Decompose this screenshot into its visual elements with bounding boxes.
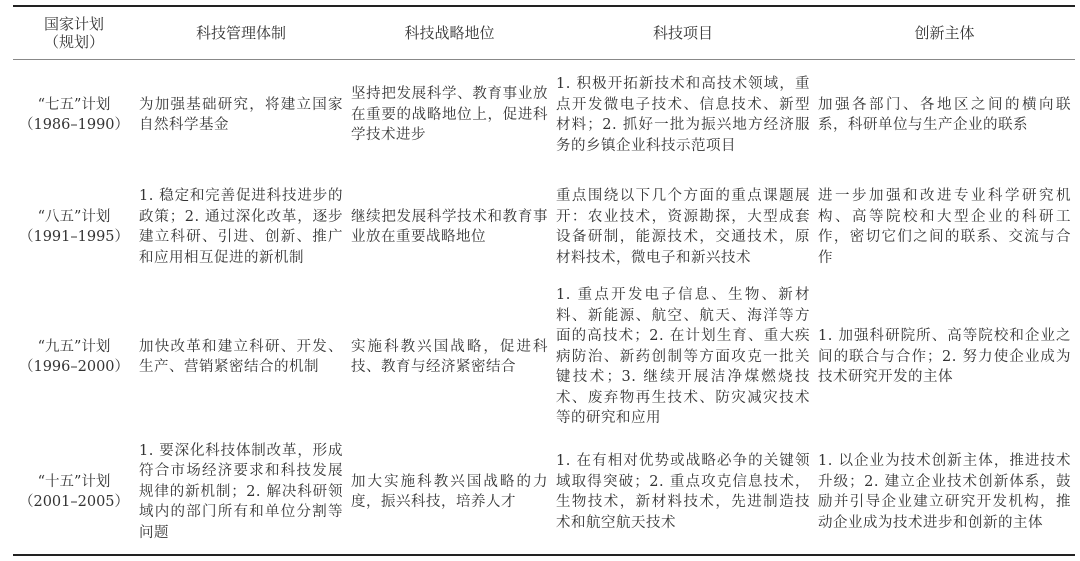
plan-name: “八五”计划 (37, 208, 111, 225)
plan-years: （1991–1995） (18, 229, 130, 245)
header-row (13, 6, 1075, 60)
management-cell: 为加强基础研究，将建立国家自然科学基金 (139, 96, 343, 133)
projects-cell: 重点围绕以下几个方面的重点课题展开：农业技术，资源勘探，大型成套设备研制，能源技术，交通技术，原材料技术，微电子和新兴技术 (556, 188, 810, 266)
projects-cell: 1. 在有相对优势或战略必争的关键领域取得突破；2. 重点攻克信息技术，生物技术，新材料技术，先进制造技术和航空航天技术 (556, 453, 810, 531)
innovation-cell: 进一步加强和改进专业科学研究机构、高等院校和大型企业的科研工作，密切它们之间的联系、交流与合作 (818, 188, 1071, 266)
header-tech-projects: 科技项目 (652, 24, 713, 42)
strategy-cell: 坚持把发展科学、教育事业放在重要的战略地位上，促进科学技术进步 (351, 86, 548, 144)
header-national-plan-line1: 国家计划 (43, 15, 104, 33)
plan-cell (13, 284, 135, 430)
table-row (13, 430, 1075, 555)
header-national-plan (13, 6, 135, 60)
table-header (13, 6, 1075, 60)
policy-comparison-table-wrapper (13, 5, 1075, 556)
header-management-system: 科技管理体制 (195, 24, 286, 42)
plan-years: （1996–2000） (18, 359, 130, 375)
strategy-cell: 实施科教兴国战略，促进科技、教育与经济紧密结合 (351, 338, 548, 375)
innovation-cell: 1. 以企业为技术创新主体，推进技术升级；2. 建立企业技术创新体系，鼓励并引导企业建立研究开发机构，推动企业成为技术进步和创新的主体 (818, 453, 1071, 531)
table-row (13, 170, 1075, 284)
plan-years: （2001–2005） (18, 494, 130, 510)
plan-cell (13, 60, 135, 171)
policy-comparison-table (13, 5, 1075, 556)
management-cell: 1. 要深化科技体制改革，形成符合市场经济要求和科技发展规律的新机制；2. 解决科研领域内的部门所有和单位分割等问题 (139, 442, 343, 541)
table-row (13, 60, 1075, 171)
innovation-cell: 1. 加强科研院所、高等院校和企业之间的联合与合作；2. 努力使企业成为技术研究开发的主体 (818, 328, 1071, 386)
plan-name: “七五”计划 (37, 96, 111, 113)
plan-name: “九五”计划 (37, 338, 111, 355)
plan-cell (13, 430, 135, 555)
header-strategic-position: 科技战略地位 (404, 24, 495, 42)
management-cell: 加快改革和建立科研、开发、生产、营销紧密结合的机制 (139, 338, 343, 375)
projects-cell: 1. 积极开拓新技术和高技术领域，重点开发微电子技术、信息技术、新型材料；2. 抓好一批为振兴地方经济服务的乡镇企业科技示范项目 (556, 76, 810, 154)
plan-years: （1986–1990） (18, 117, 130, 133)
table-row (13, 284, 1075, 430)
innovation-cell: 加强各部门、各地区之间的横向联系，科研单位与生产企业的联系 (818, 96, 1071, 133)
projects-cell: 1. 重点开发电子信息、生物、新材料、新能源、航空、航天、海洋等方面的高技术；2. 在计划生育、重大疾病防治、新药创制等方面攻克一批关键技术；3. 继续开展洁净煤燃烧技术、废弃物再生技术、防灾减灾技术等的研究和应用 (556, 287, 810, 427)
strategy-cell: 继续把发展科学技术和教育事业放在重要战略地位 (351, 208, 548, 245)
management-cell: 1. 稳定和完善促进科技进步的政策；2. 通过深化改革，逐步建立科研、引进、创新、推广和应用相互促进的新机制 (139, 188, 343, 266)
header-innovation-subject: 创新主体 (914, 24, 975, 42)
plan-name: “十五”计划 (37, 473, 111, 490)
strategy-cell: 加大实施科教兴国战略的力度，振兴科技，培养人才 (351, 473, 548, 510)
table-body (13, 60, 1075, 556)
plan-cell (13, 170, 135, 284)
header-national-plan-line2: （规划） (43, 33, 104, 51)
